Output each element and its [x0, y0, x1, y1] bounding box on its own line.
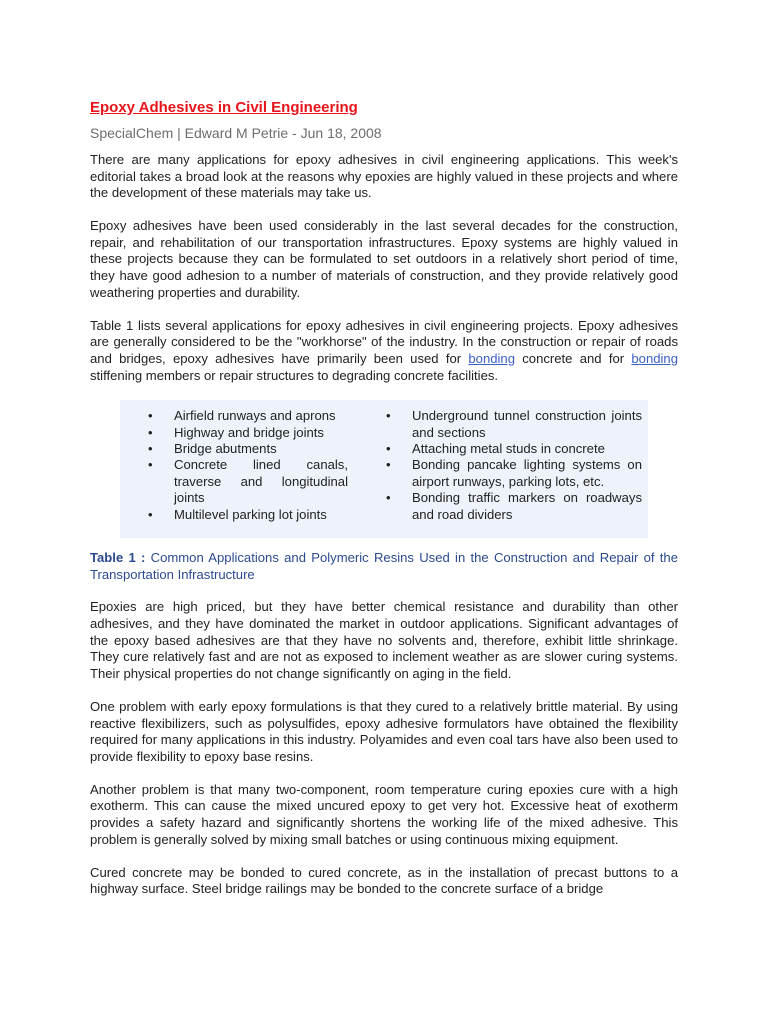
list-item: • Bonding traffic markers on roadways and road dividers [386, 490, 642, 523]
paragraph-table-intro [90, 318, 678, 384]
article-content [90, 98, 678, 898]
paragraph-text: concrete and for [514, 350, 632, 366]
paragraph-flexibility: One problem with early epoxy formulations is that they cured to a relatively brittle material. By using reactive flexibilizers, such as polysulfides, epoxy adhesive formulators have obtained the flexibility required for many applications in this industry. Polyamides and even coal tars have also been used to provide flexibility to epoxy base resins. [90, 698, 678, 764]
list-item: • Multilevel parking lot joints [148, 507, 348, 523]
paragraph-history: Epoxy adhesives have been used considerably in the last several decades for the construction, repair, and rehabilitation of our transportation infrastructures. Epoxy systems are highly valued in these projects because they can be formulated to set outdoors in a relatively short period of time, they have good adhesion to a number of materials of construction, and they provide relatively good weathering properties and durability. [90, 218, 678, 300]
list-item: • Airfield runways and aprons [148, 408, 348, 424]
list-item: • Bonding pancake lighting systems on airport runways, parking lots, etc. [386, 457, 642, 490]
table-caption-text: Common Applications and Polymeric Resins Used in the Construction and Repair of the Transportation Infrastructure [90, 550, 678, 582]
bonding-link-2[interactable]: bonding [631, 350, 678, 366]
applications-list-left [148, 408, 348, 523]
paragraph-text: stiffening members or repair structures to degrading concrete facilities. [90, 367, 499, 383]
list-item: • Underground tunnel construction joints and sections [386, 408, 642, 441]
list-item: • Attaching metal studs in concrete [386, 441, 642, 457]
applications-list-right [386, 408, 642, 523]
article-byline: SpecialChem | Edward M Petrie - Jun 18, 2008 [90, 125, 382, 141]
table-caption-label: Table 1 : [90, 550, 146, 566]
paragraph-text: Table 1 lists several applications for epoxy adhesives in civil engineering projects. Epoxy adhesives are generally considered to be the "workhorse" of the industry. In the construction or repair of roads and bridges, epoxy adhesives have primarily been used for [90, 317, 678, 366]
paragraph-exotherm: Another problem is that many two-component, room temperature curing epoxies cure with a high exotherm. This can cause the mixed uncured epoxy to get very hot. Excessive heat of exotherm provides a safety hazard and significantly shortens the working life of the mixed adhesive. This problem is generally solved by mixing small batches or using continuous mixing equipment. [90, 781, 678, 847]
list-item: • Highway and bridge joints [148, 425, 348, 441]
paragraph-intro: There are many applications for epoxy adhesives in civil engineering applications. This week's editorial takes a broad look at the reasons why epoxies are highly valued in these projects and where the development of these materials may take us. [90, 152, 678, 201]
paragraph-bonding: Cured concrete may be bonded to cured concrete, as in the installation of precast buttons to a highway surface. Steel bridge railings may be bonded to the concrete surface of a bridge [90, 864, 678, 897]
applications-table [120, 400, 648, 538]
paragraph-advantages: Epoxies are high priced, but they have better chemical resistance and durability than other adhesives, and they have dominated the market in outdoor applications. Significant advantages of the epoxy based adhesives are that they have no solvents and, therefore, exhibit little shrinkage. They cure relatively fast and are not as exposed to inclement weather as are slower curing systems. Their physical properties do not change significantly on aging in the field. [90, 599, 678, 681]
list-item: • Bridge abutments [148, 441, 348, 457]
article-title[interactable]: Epoxy Adhesives in Civil Engineering [90, 99, 358, 116]
bonding-link[interactable]: bonding [468, 350, 515, 366]
list-item: • Concrete lined canals, traverse and longitudinal joints [148, 457, 348, 506]
table-caption [90, 550, 678, 583]
